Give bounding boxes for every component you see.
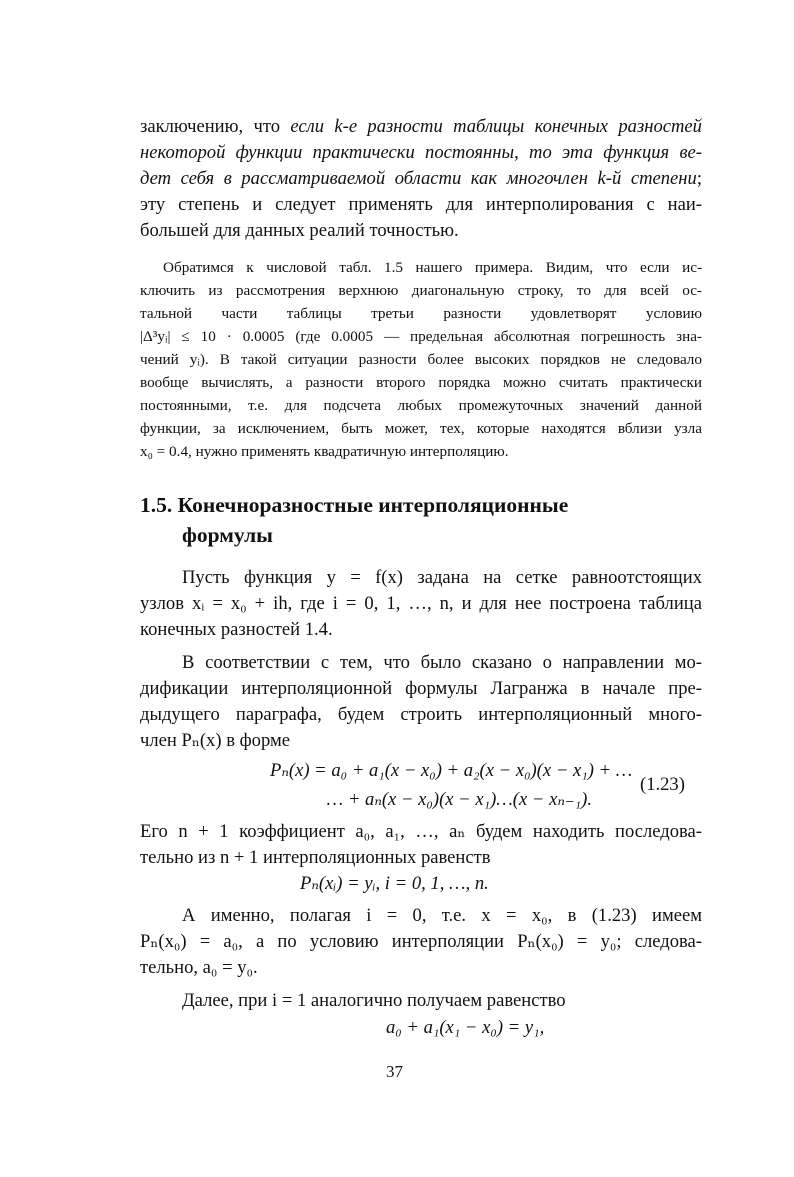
text-line — [140, 281, 702, 301]
text: Пусть функция y = f(x) задана на сетке равноотстоящих — [182, 567, 702, 588]
text: заключению, что — [140, 116, 291, 137]
text-line — [140, 990, 702, 1012]
text: дификации интерполяционной формулы Лагранжа в начале пре- — [140, 678, 702, 699]
text-line — [140, 327, 702, 347]
text: А именно, полагая i = 0, т.е. x = x₀, в (1.23) имеем — [182, 905, 702, 926]
text: чений yᵢ). В такой ситуации разности более высоких порядков не следовало — [140, 351, 702, 368]
italic-text: дет себя в рассматриваемой области как многочлен k-й степени — [140, 168, 697, 189]
text-line — [140, 593, 702, 615]
text: узлов xᵢ = x₀ + ih, где i = 0, 1, …, n, и для нее построена таблица — [140, 593, 702, 614]
section-heading: 1.5. Конечноразностные интерполяционные — [140, 493, 569, 517]
text-line — [140, 905, 702, 927]
text: В соответствии с тем, что было сказано о направлении мо- — [182, 652, 702, 673]
text-line — [140, 957, 702, 979]
text-line — [140, 220, 702, 242]
equation-number: (1.23) — [640, 774, 685, 795]
text-line — [140, 116, 702, 138]
formula-interpolation-conditions: Pₙ(xᵢ) = yᵢ, i = 0, 1, …, n. — [300, 873, 489, 894]
italic-text: если k-е разности таблицы конечных разностей — [290, 116, 702, 137]
text-line — [140, 304, 702, 324]
text: вообще вычислять, а разности второго порядка можно считать практически — [140, 374, 702, 391]
formula-1-23-line-2: … + aₙ(x − x₀)(x − x₁)…(x − xₙ₋₁). — [326, 789, 592, 810]
text: постоянными, т.е. для подсчета любых промежуточных значений данной — [140, 397, 702, 414]
text: , — [514, 142, 530, 163]
text-line — [140, 396, 702, 416]
text-line — [140, 847, 702, 869]
text: эту степень и следует применять для интерполирования с наи- — [140, 194, 702, 215]
text: тельно, a₀ = y₀. — [140, 957, 258, 978]
page-number: 37 — [386, 1062, 403, 1081]
text: член Pₙ(x) в форме — [140, 730, 291, 751]
text: большей для данных реалий точностью. — [140, 220, 459, 241]
italic-text: то эта функция ве- — [529, 142, 702, 163]
formula-i-equals-1: a₀ + a₁(x₁ − x₀) = y₁, — [386, 1017, 545, 1038]
text-line — [140, 194, 702, 216]
text: тельно из n + 1 интерполяционных равенств — [140, 847, 491, 868]
text: Pₙ(x₀) = a₀, а по условию интерполяции Pₙ(x₀) = y₀; следова- — [140, 931, 702, 952]
text: Обратимся к числовой табл. 1.5 нашего примера. Видим, что если ис- — [163, 259, 702, 276]
text-line — [140, 373, 702, 393]
text-line — [140, 142, 702, 164]
italic-text: некоторой функции практически постоянны — [140, 142, 515, 163]
text: Далее, при i = 1 аналогично получаем равенство — [182, 990, 566, 1011]
text: дыдущего параграфа, будем строить интерполяционный много- — [140, 704, 702, 725]
text-line — [140, 258, 702, 278]
text-line — [140, 652, 702, 674]
text: тальной части таблицы третьи разности удовлетворят условию — [140, 305, 702, 322]
text-line — [140, 168, 702, 190]
text: Его n + 1 коэффициент a₀, a₁, …, aₙ будем находить последова- — [140, 821, 702, 842]
text: |Δ³yᵢ| ≤ 10 · 0.0005 (где 0.0005 — предельная абсолютная погрешность зна- — [140, 328, 702, 345]
text-line — [140, 821, 702, 843]
formula-1-23-line-1: Pₙ(x) = a₀ + a₁(x − x₀) + a₂(x − x₀)(x − x₁) + … — [270, 760, 633, 781]
text-line — [140, 619, 702, 641]
text-line — [140, 678, 702, 700]
text: конечных разностей 1.4. — [140, 619, 333, 640]
text-line — [140, 442, 702, 462]
text: ключить из рассмотрения верхнюю диагональную строку, то для всей ос- — [140, 282, 702, 299]
text: ; — [696, 168, 702, 189]
text-line — [140, 730, 702, 752]
text: функции, за исключением, быть может, тех, которые находятся вблизи узла — [140, 420, 702, 437]
text-line — [140, 931, 702, 953]
text-line — [140, 567, 702, 589]
text-line — [140, 350, 702, 370]
section-heading: формулы — [182, 523, 273, 547]
text-line — [140, 704, 702, 726]
text-line — [140, 419, 702, 439]
text: x₀ = 0.4, нужно применять квадратичную интерполяцию. — [140, 443, 509, 460]
